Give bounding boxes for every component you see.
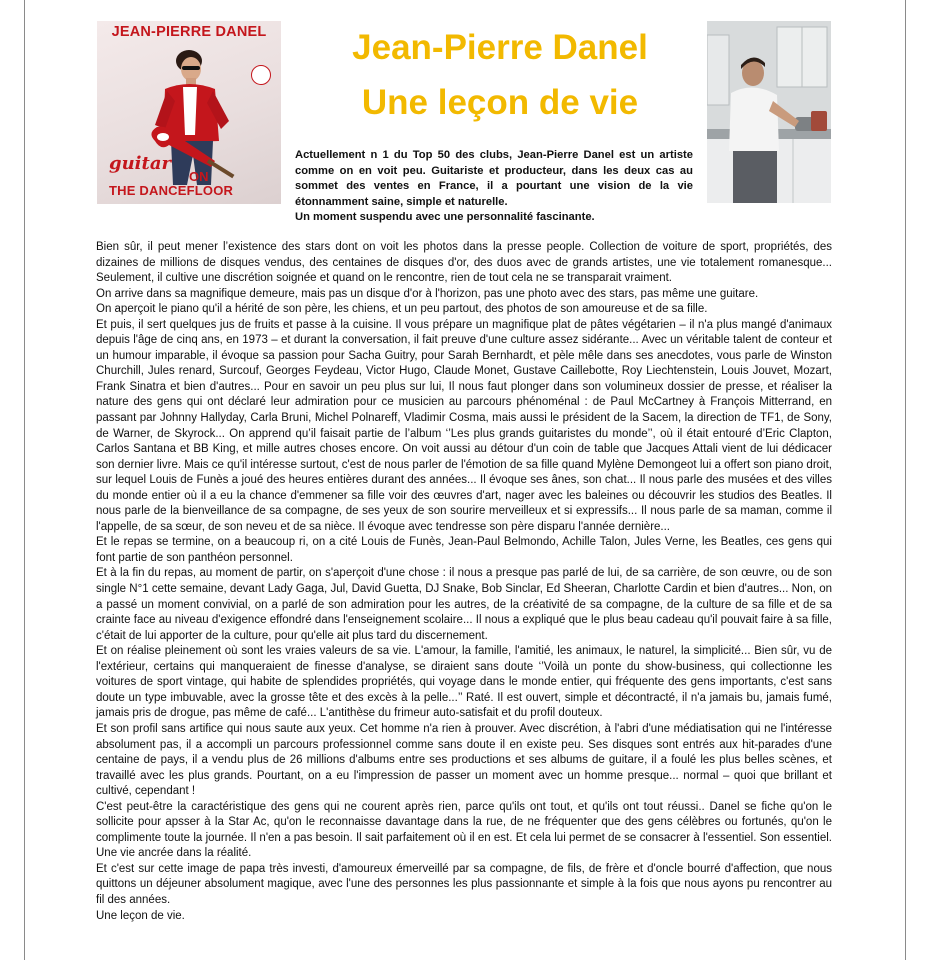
- cover-artist-name: JEAN-PIERRE DANEL: [111, 24, 267, 40]
- article-paragraph: Et puis, il sert quelques jus de fruits et passe à la cuisine. Il vous prépare un magnifique plat de pâtes végétarien – il n'a plus mangé d'animaux depuis l'âge de cinq ans, en 1973 – et durant la conversation, il fait preuve d'une culture assez sidérante... Avec un véritable talent de conteur et un humour imparable, il évoque sa passion pour Sacha Guitry, pour Sarah Bernhardt, et pèle mêle dans ses anecdotes, vous parle de Winston Churchill, Jules renard, Surcouf, Georges Feydeau, Victor Hugo, Claude Monet, Gustave Caillebotte, Roy Liechtenstein, Louis Jouvet, Mozart, Frank Sinatra et bien d'autres... Pour en savoir un peu plus sur lui, Il nous faut plonger dans son volumineux dossier de presse, et réaliser la nature des gens qui ont déclaré leur admiration pour ce musicien au parcours phénoménal : de Paul McCartney à François Mitterrand, en passant par Johnny Hallyday, Carla Bruni, Michel Polnareff, Vladimir Cosma, mais aussi le président de la Sacem, la direction de TF1, de Sony, de Warner, de Skyrock... On apprend qu’il faisait partie de l’album ‘’Les plus grands guitaristes du monde’’, où il était entouré d’Eric Clapton, Carlos Santana et BB King, et mille autres choses encore. On voit aussi au détour d'un coin de table que Jacques Attali vient de lui dédicacer son dernier livre. Mais ce qu'il intéresse surtout, c'est de nous parler de l'émotion de sa fille quand Mylène Demongeot lui a offert son piano droit, sur lequel Louis de Funès a joué des heures entières durant des années... Il évoque ses ânes, son chat... Il nous parle des musées et des villes du monde entier où il a eu la chance d'emmener sa fille voir des œuvres d'art, nager avec les baleines ou découvrir les studios des Beatles. Il nous parle de la bienveillance de sa compagne, de ses yeux de son sourire merveilleux et si expressifs... Il nous parle de sa maman, comme il l'appelle, de sa sœur, de son neveu et de sa nièce. Il évoque avec tendresse son père disparu l'année dernière...: [96, 318, 832, 533]
- article-paragraph: On arrive dans sa magnifique demeure, mais pas un disque d'or à l'horizon, pas une photo avec des stars, pas même une guitare.: [96, 287, 759, 300]
- intro-tagline: Un moment suspendu avec une personnalité fascinante.: [295, 211, 595, 224]
- kitchen-photo: [707, 21, 831, 203]
- article-paragraph: On aperçoit le piano qu'il a hérité de son père, les chiens, et un peu partout, des photos de son amoureuse et de sa fille.: [96, 303, 708, 316]
- article-title: Jean-Pierre Danel: [352, 28, 648, 67]
- article-subtitle: Une leçon de vie: [361, 83, 639, 122]
- article-paragraph: Bien sûr, il peut mener l’existence des stars dont on voit les photos dans la presse people. Collection de voiture de sport, propriétés, des dizaines de millions de disques vendus, des centaines de disques d'or, des duos avec de grands artistes, une vie totalement romanesque... Seulement, il cultive une discrétion soignée et quand on le rencontre, rien de tout cela ne se transparait vraiment.: [96, 241, 832, 285]
- article-paragraph: C'est peut-être la caractéristique des gens qui ne courent après rien, parce qu'ils ont tout, et qu'ils ont tout réussi.. Danel se fiche qu'on le sollicite pour apsser à la Star Ac, qu'on le reconnaisse davantage dans la rue, de ne fréquenter que des gens célèbres ou fortunés, qu'on le complimente toute la journée. Il n'en a pas besoin. Il sait parfaitement où il en est. Et cela lui permet de se consacrer à l'essentiel. Son essentiel. Une vie ancrée dans la réalité.: [96, 800, 832, 860]
- article-paragraph: Et le repas se termine, on a beaucoup ri, on a cité Louis de Funès, Jean-Paul Belmondo, Achille Talon, Jules Verne, les Beatles, ces gens qui font partie de son panthéon personnel.: [96, 536, 832, 564]
- article-paragraph: Et c'est sur cette image de papa très investi, d'amoureux émerveillé par sa compagne, de fils, de frère et d'oncle bourré d'affection, que nous quittons un déjeuner absolument magique, avec l'une des personnes les plus passionnante et simple à la fois que nous ayons pu rencontrer au fil des années.: [96, 862, 832, 906]
- cover-limited-edition-badge: [251, 65, 271, 85]
- article-paragraph: Et on réalise pleinement où sont les vraies valeurs de sa vie. L'amour, la famille, l'amitié, les animaux, le naturel, la simplicité... Bien sûr, vu de l'extérieur, certains qui manqueraient de finesse d'analyse, se diraient sans doute ‘’Voilà un ponte du show-business, qui collectionne les voitures de sport vintage, qui habite de splendides propriétés, qui voyage dans le monde entier, qui fréquente des gens importants, c'est sans doute un type imbuvable, avec la grosse tête et des excès à la pelle...’’ Raté. Il est ouvert, simple et décontracté, il n'a jamais bu, jamais fumé, jamais pris de drogue, pas même de café... L'antithèse du frimeur auto-satisfait et du profil douteux.: [96, 645, 832, 720]
- article-paragraph: Et à la fin du repas, au moment de partir, on s'aperçoit d'une chose : il nous a presque pas parlé de lui, de sa carrière, de son œuvre, ou de son single N°1 cette semaine, devant Lady Gaga, Jul, David Guetta, DJ Snake, Bob Sinclar, Ed Sheeran, Charlotte Cardin et bien d'autres... Non, on a passé un moment convivial, on a parlé de son admiration pour les autres, de la créativité de sa compagne, de la culture de sa fille et de sa crainte face au niveau d'exigence effondré dans l'enseignement scolaire... Il nous a expliqué que le plus beau cadeau qu'il pouvait faire à sa fille, c'était de lui apporter de la culture, pour qu'elle ait plus tard du discernement.: [96, 567, 832, 642]
- article-body: [96, 240, 832, 924]
- cover-title-on: ON: [189, 169, 209, 184]
- cover-title-script: guitar: [109, 153, 171, 174]
- page-right-edge: [905, 0, 906, 960]
- article-closing: Une leçon de vie.: [96, 909, 185, 922]
- article-intro: [295, 148, 693, 226]
- intro-lead: Actuellement n 1 du Top 50 des clubs, Jean-Pierre Danel est un artiste comme on en voit peu. Guitariste et producteur, dans les deux cas au sommet des ventes en France, il a pourtant une vision de la vie étonnamment saine, simple et naturelle.: [295, 149, 693, 208]
- album-cover-image: [97, 21, 281, 204]
- article-paragraph: Et son profil sans artifice qui nous saute aux yeux. Cet homme n'a rien à prouver. Avec discrétion, à l'abri d'une médiatisation qui ne l'intéresse absolument pas, il a accompli un parcours professionnel comme sans doute il en existe peu. Ses disques sont entrés aux hit-parades d'une centaine de pays, il a vendu plus de 26 millions d'albums entre ses productions et ses albums de guitare, il a foulé les plus belles scènes, et travaillé avec les plus grands. Pourtant, on a eu l'impression de passer un moment avec un homme presque... normal – quoi que brillant et cultivé, cependant !: [96, 722, 832, 798]
- cover-title-dancefloor: THE DANCEFLOOR: [109, 183, 234, 198]
- page-left-edge: [24, 0, 25, 960]
